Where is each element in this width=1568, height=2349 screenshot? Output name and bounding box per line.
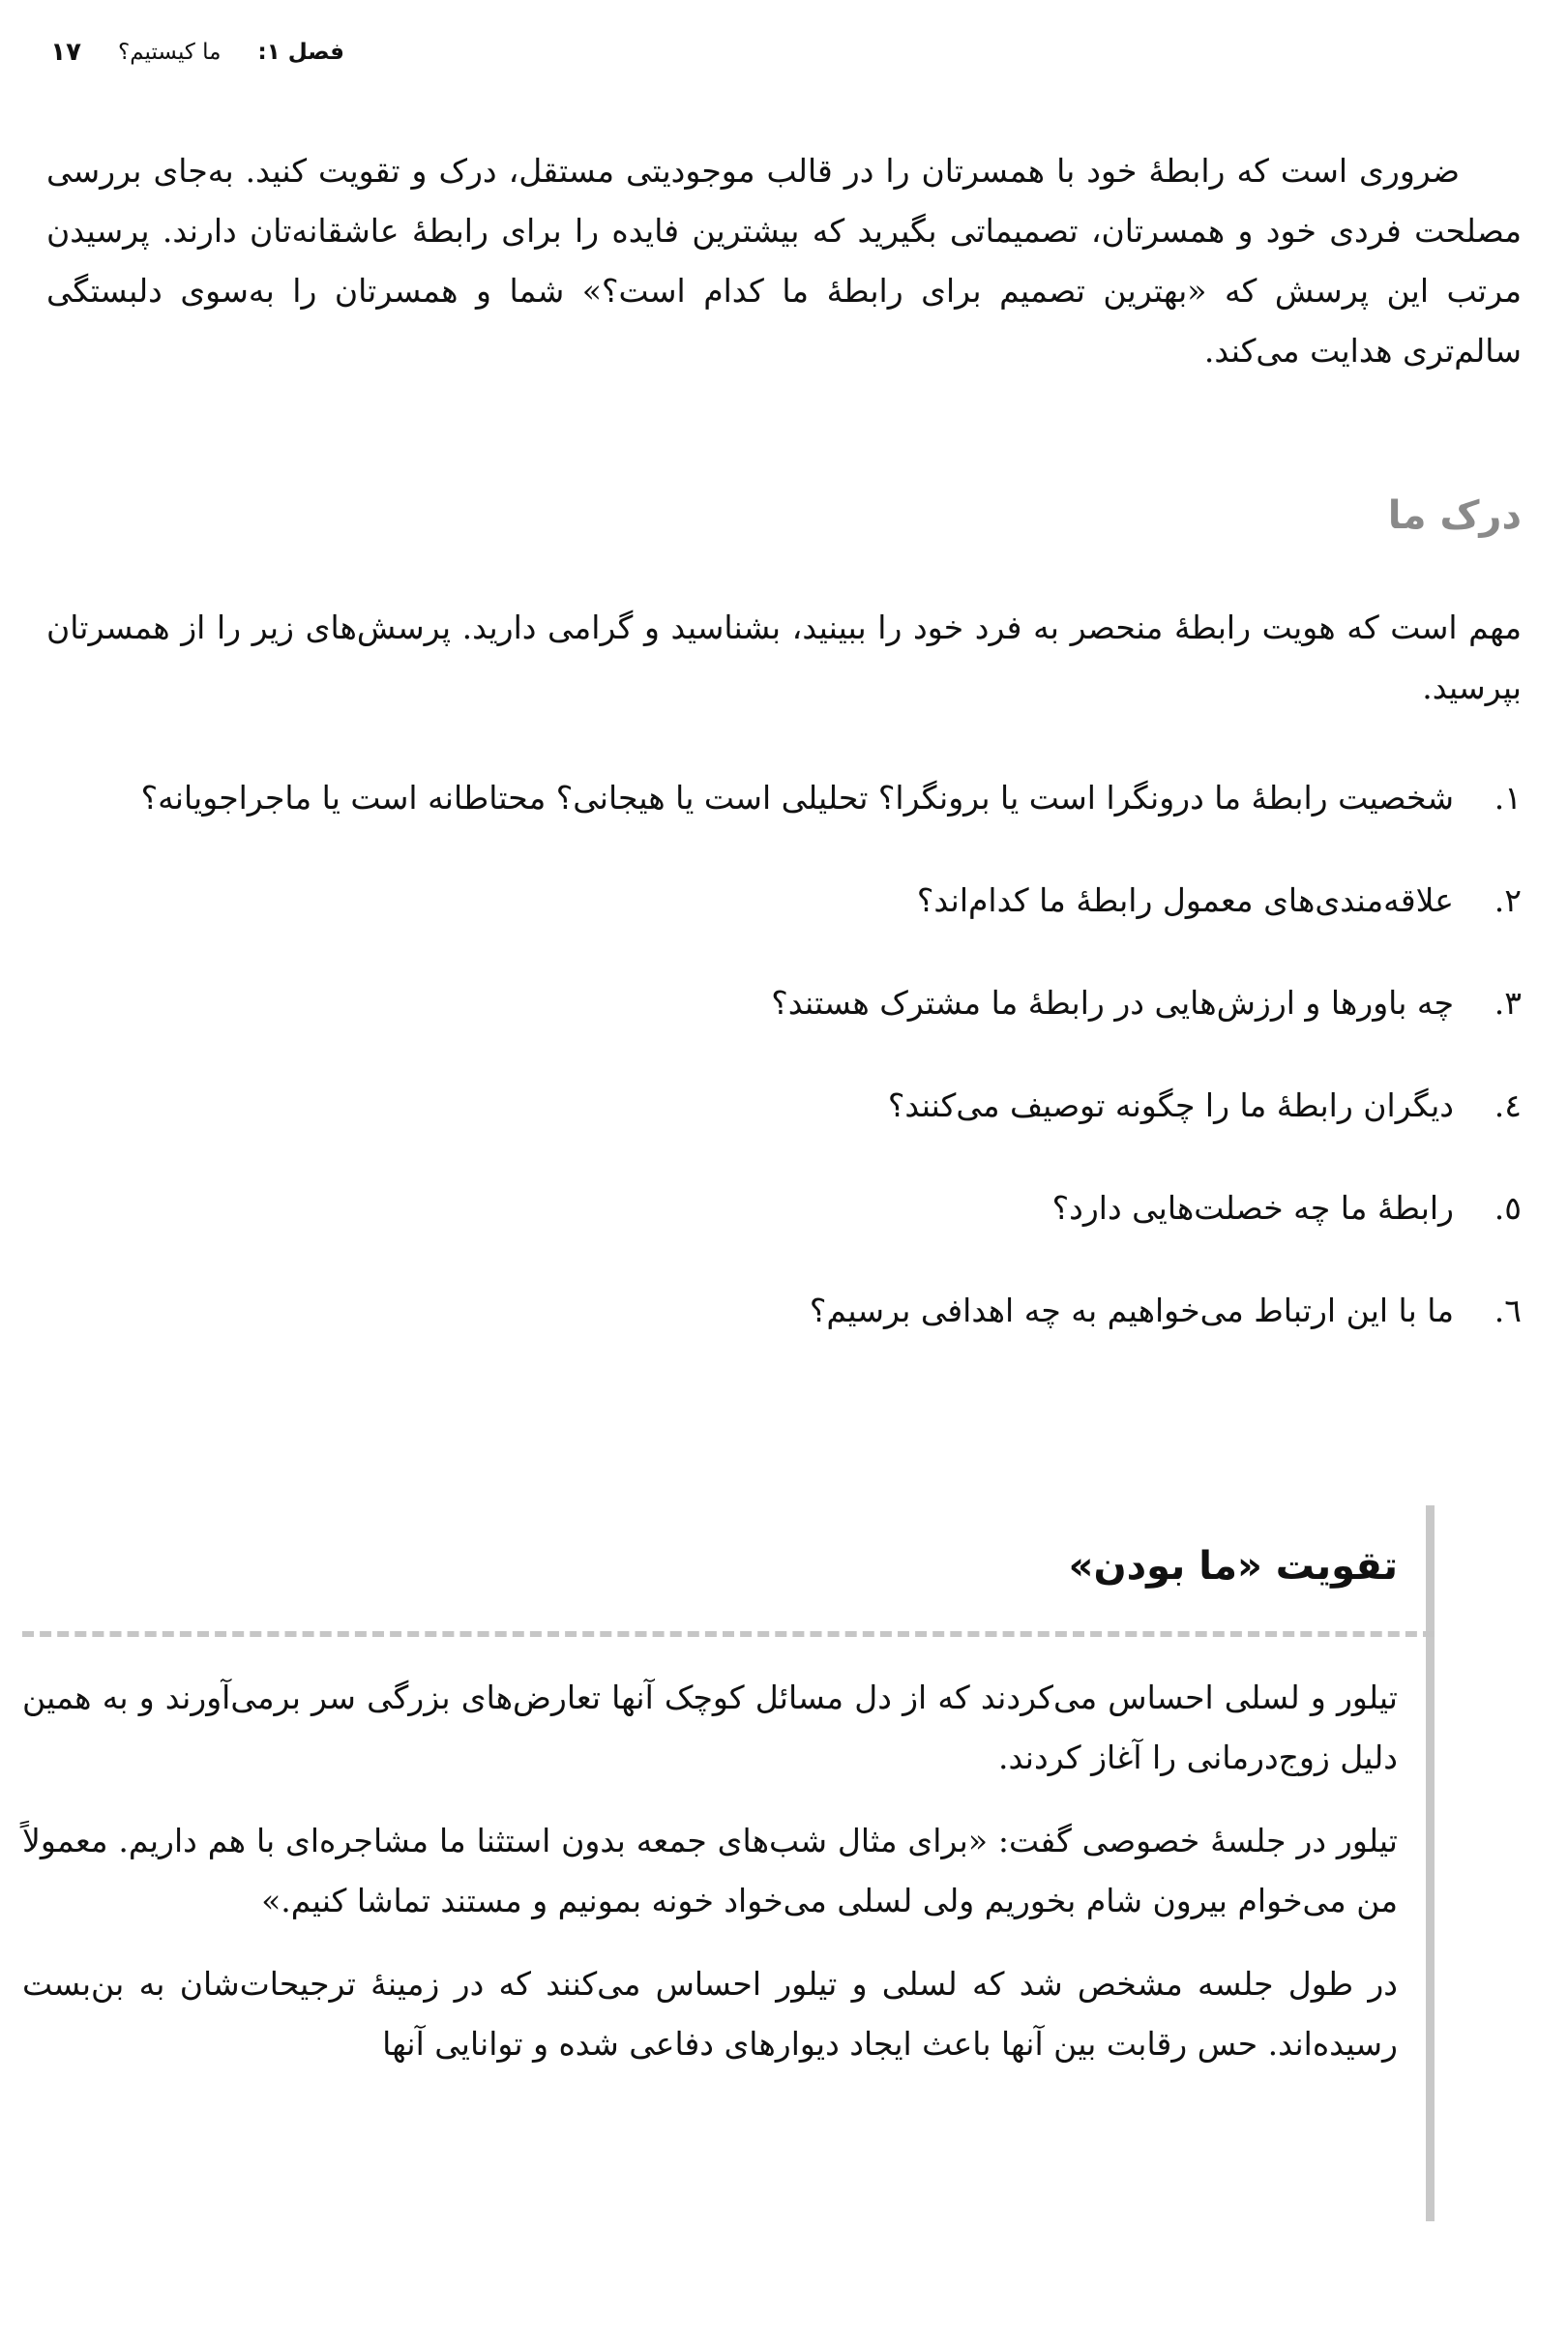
question-item: [46, 1178, 1522, 1238]
question-item: [46, 871, 1522, 931]
question-number: ۲.: [1494, 881, 1522, 919]
question-text: دیگران رابطهٔ ما را چگونه توصیف می‌کنند؟: [887, 1086, 1454, 1124]
question-text: چه باورها و ارزش‌هایی در رابطهٔ ما مشترک هستند؟: [771, 984, 1454, 1022]
sidebar-paragraph: تیلور و لسلی احساس می‌کردند که از دل مسائل کوچک آنها تعارض‌های بزرگی سر برمی‌آورند و به همین دلیل زوج‌درمانی را آغاز کردند.: [22, 1679, 1398, 1776]
chapter-label: فصل ۱:: [257, 40, 344, 65]
question-text: رابطهٔ ما چه خصلت‌هایی دارد؟: [1051, 1189, 1454, 1227]
question-list: [46, 768, 1522, 1383]
question-item: [46, 973, 1522, 1033]
question-item: [46, 1281, 1522, 1341]
sidebar-title: تقویت «ما بودن»: [1068, 1544, 1398, 1589]
question-number: ٤.: [1494, 1086, 1522, 1124]
intro-paragraph: ضروری است که رابطهٔ خود با همسرتان را در قالب موجودیتی مستقل، درک و تقویت کنید. به‌جای بررسی مصلحت فردی خود و همسرتان، تصمیماتی بگیرید که بیشترین فایده را برای رابطهٔ عاشقانه‌تان دارند. پرسیدن مرتب این پرسش که «بهترین تصمیم برای رابطهٔ ما کدام است؟» شما و همسرتان را به‌سوی دلبستگی سالم‌تری هدایت می‌کند.: [46, 152, 1522, 370]
running-header: [25, 33, 344, 72]
question-text: شخصیت رابطهٔ ما درونگرا است یا برونگرا؟ تحلیلی است یا هیجانی؟ محتاطانه است یا ماجراجویانه؟: [140, 779, 1454, 817]
section-intro-paragraph: مهم است که هویت رابطهٔ منحصر به فرد خود را ببینید، بشناسید و گرامی دارید. پرسش‌های زیر را از همسرتان بپرسید.: [46, 609, 1522, 706]
sidebar-vertical-rule: [1426, 1505, 1435, 2221]
sidebar-paragraph: تیلور در جلسهٔ خصوصی گفت: «برای مثال شب‌های جمعه بدون استثنا ما مشاجره‌ای با هم داریم. معمولاً من می‌خوام بیرون شام بخوریم ولی لسلی می‌خواد خونه بمونیم و مستند تماشا کنیم.»: [22, 1822, 1398, 1919]
question-number: ٥.: [1494, 1189, 1522, 1227]
question-text: علاقه‌مندی‌های معمول رابطهٔ ما کدام‌اند؟: [916, 881, 1454, 919]
chapter-title: ما کیستیم؟: [118, 40, 222, 65]
question-number: ٦.: [1494, 1292, 1522, 1329]
question-number: ۳.: [1494, 984, 1522, 1022]
sidebar-dashed-divider: [22, 1631, 1435, 1637]
sidebar-body: [22, 1668, 1398, 2097]
question-item: [46, 768, 1522, 828]
question-item: [46, 1076, 1522, 1136]
question-text: ما با این ارتباط می‌خواهیم به چه اهدافی برسیم؟: [809, 1292, 1454, 1329]
page-number: ۱۷: [50, 38, 82, 67]
question-number: ۱.: [1494, 779, 1522, 817]
sidebar-paragraph: در طول جلسه مشخص شد که لسلی و تیلور احساس می‌کنند که در زمینهٔ ترجیحات‌شان به بن‌بست رسیده‌اند. حس رقابت بین آنها باعث ایجاد دیوارهای دفاعی شده و توانایی آنها: [22, 1965, 1398, 2063]
sidebar-box: [22, 1505, 1435, 2221]
section-heading: درک ما: [1387, 493, 1522, 538]
